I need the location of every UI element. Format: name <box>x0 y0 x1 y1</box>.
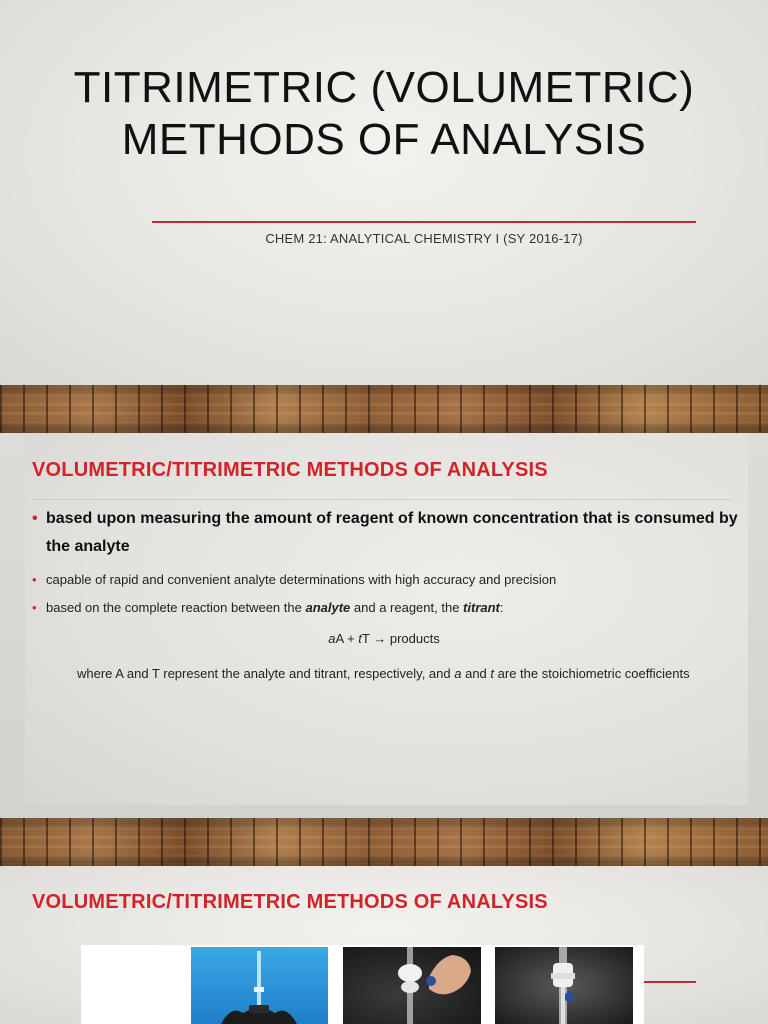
burette-stand-photo <box>191 947 328 1024</box>
slide-title-line2: METHODS OF ANALYSIS <box>121 115 647 164</box>
content-slide-photos <box>0 866 768 1024</box>
bullet-item <box>32 571 744 589</box>
equation-explanation <box>77 662 741 685</box>
burette-stand-image <box>191 947 328 1024</box>
bullet-text: based upon measuring the amount of reagent of known concentration that is consumed by the analyte <box>46 510 738 555</box>
bullet-icon: • <box>32 600 37 615</box>
equation-part: T → products <box>361 631 440 646</box>
bullet-text: : <box>499 600 504 615</box>
coefficient-t: t <box>490 666 495 681</box>
explanation-text: and <box>461 666 491 681</box>
stopcock-image <box>343 947 481 1024</box>
bullet-icon: • <box>32 510 38 527</box>
heading-divider <box>32 499 732 500</box>
bullet-icon: • <box>32 572 37 587</box>
heading-divider <box>644 981 696 983</box>
coefficient-a: a <box>454 666 462 681</box>
coefficient-a: a <box>328 631 336 646</box>
content-panel <box>25 433 748 805</box>
stopcock-hand-photo <box>343 947 481 1024</box>
bullet-list <box>32 505 744 617</box>
bullet-item <box>32 505 744 561</box>
equation-part: A + <box>335 631 359 646</box>
coefficient-t: t <box>358 631 362 646</box>
wood-floor-divider <box>0 385 768 433</box>
photo-strip <box>81 945 644 1024</box>
content-slide <box>0 433 768 818</box>
title-divider <box>152 221 696 223</box>
reaction-equation <box>0 631 768 646</box>
bullet-text: and a reagent, the <box>350 600 464 615</box>
bullet-item <box>32 599 744 617</box>
slide-subtitle: CHEM 21: ANALYTICAL CHEMISTRY I (SY 2016-17) <box>265 231 583 246</box>
explanation-text: where A and T represent the analyte and titrant, respectively, and <box>77 666 455 681</box>
slide-title-line1: TITRIMETRIC (VOLUMETRIC) <box>73 63 695 112</box>
bullet-text: based on the complete reaction between the <box>46 600 306 615</box>
burette-tip-photo <box>495 947 633 1024</box>
slide-title <box>40 62 728 166</box>
bullet-text: capable of rapid and convenient analyte determinations with high accuracy and precision <box>46 572 557 587</box>
term-analyte: analyte <box>305 600 351 615</box>
slide-heading: VOLUMETRIC/TITRIMETRIC METHODS OF ANALYSIS <box>32 459 548 481</box>
term-titrant: titrant <box>463 600 500 615</box>
burette-tip-image <box>495 947 633 1024</box>
title-slide <box>0 0 768 385</box>
wood-floor-divider <box>0 818 768 866</box>
slide-heading: VOLUMETRIC/TITRIMETRIC METHODS OF ANALYSIS <box>32 891 548 913</box>
explanation-text: are the stoichiometric coefficients <box>494 666 690 681</box>
